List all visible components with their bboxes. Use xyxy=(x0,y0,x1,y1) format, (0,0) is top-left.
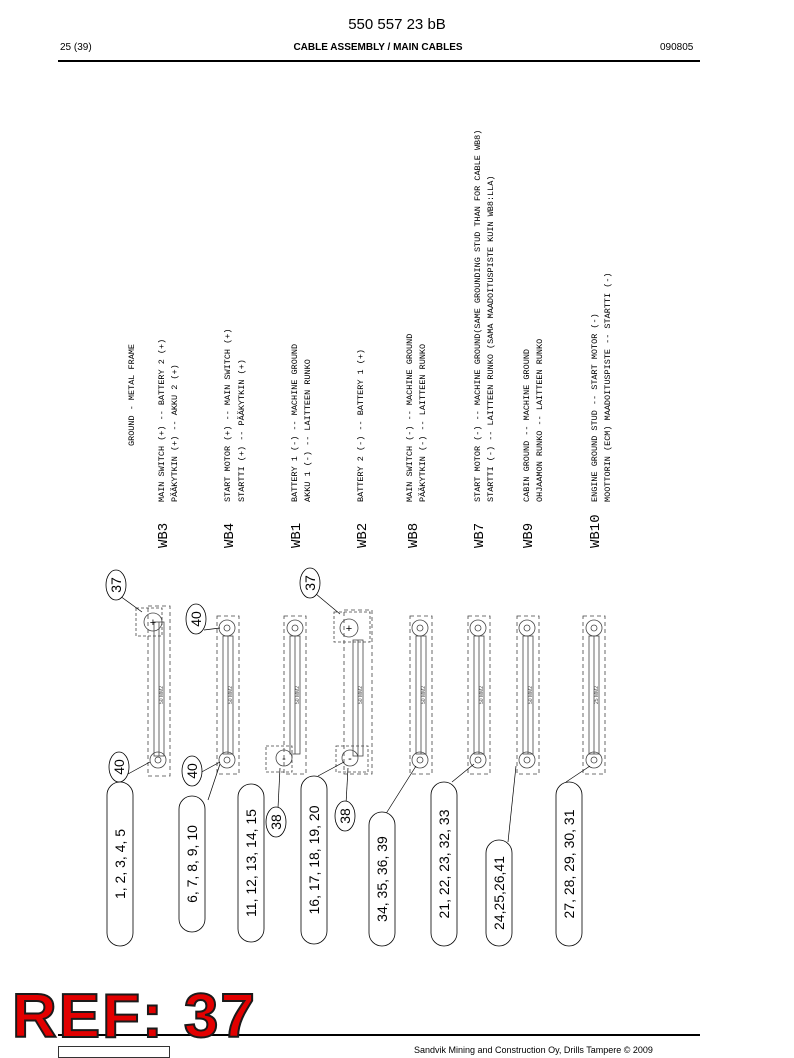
document-date: 090805 xyxy=(660,42,694,53)
callout-37-b: 37 xyxy=(302,575,318,591)
cable-desc-wb10-fi: MOOTTORIN (ECM) MAADOITUSPISTE -- STARTTI (-) xyxy=(603,272,613,502)
ref-stamp: REF: 37 xyxy=(12,982,257,1051)
cable-desc-wb4-en: START MOTOR (+) -- MAIN SWITCH (+) xyxy=(223,328,233,502)
cable-desc-wb8-fi: PÄÄKYTKIN (-) -- LAITTEEN RUNKO xyxy=(418,343,428,502)
terminal-minus-wb1: - xyxy=(282,753,286,765)
cable-desc-wb8-en: MAIN SWITCH (-) -- MACHINE GROUND xyxy=(405,333,415,502)
cable-desc-wb1-fi: AKKU 1 (-) -- LAITTEEN RUNKO xyxy=(303,359,313,502)
page-number: 25 (39) xyxy=(60,42,92,53)
footer-copyright: Sandvik Mining and Construction Oy, Drills Tampere © 2009 xyxy=(414,1045,653,1055)
cable-size-wb3: 50 MM2 xyxy=(159,685,165,704)
cable-desc-wb9-fi: OHJAAMON RUNKO -- LAITTEEN RUNKO xyxy=(535,338,545,502)
cable-code-wb8: WB8 xyxy=(406,522,422,548)
terminal-plus-wb3: + xyxy=(149,617,157,629)
cable-code-wb9: WB9 xyxy=(521,522,537,548)
cable-desc-wb2-en: BATTERY 2 (-) -- BATTERY 1 (+) xyxy=(356,348,366,502)
callout-40-b: 40 xyxy=(188,611,204,627)
cable-code-wb1: WB1 xyxy=(289,522,305,548)
terminal-minus-wb2: - xyxy=(348,753,352,765)
cable-code-wb4: WB4 xyxy=(222,522,238,548)
callout-40-c: 40 xyxy=(184,763,200,779)
cable-size-wb9: 50 MM2 xyxy=(528,685,534,704)
cable-code-wb10: WB10 xyxy=(588,514,604,548)
cable-desc-wb10-en: ENGINE GROUND STUD -- START MOTOR (-) xyxy=(590,313,600,502)
item-pill-wb2: 16, 17, 18, 19, 20 xyxy=(306,805,322,915)
cable-desc-wb3-en: MAIN SWITCH (+) -- BATTERY 2 (+) xyxy=(157,338,167,502)
ground-note: GROUND - METAL FRAME xyxy=(127,343,137,446)
callout-37-a: 37 xyxy=(108,577,124,593)
item-pill-wb8: 34, 35, 36, 39 xyxy=(374,836,390,922)
terminal-plus-wb2: + xyxy=(345,623,353,635)
cable-wb2-drawing xyxy=(334,610,372,774)
item-pill-wb7: 21, 22, 23, 32, 33 xyxy=(436,809,452,919)
cable-size-wb7: 50 MM2 xyxy=(479,685,485,704)
cable-size-wb4: 50 MM2 xyxy=(228,685,234,704)
item-pill-wb10: 27, 28, 29, 30, 31 xyxy=(561,809,577,919)
cable-size-wb8: 50 MM2 xyxy=(421,685,427,704)
item-pill-wb4: 6, 7, 8, 9, 10 xyxy=(184,825,200,903)
cable-desc-wb7-en: START MOTOR (-) -- MACHINE GROUND(SAME GROUNDING STUD THAN FOR CABLE WB8) xyxy=(473,129,483,502)
cable-size-wb2: 50 MM2 xyxy=(358,685,364,704)
callout-38-a: 38 xyxy=(268,814,284,830)
item-pill-wb1: 11, 12, 13, 14, 15 xyxy=(243,809,259,917)
cable-size-wb10: 25 MM2 xyxy=(594,685,600,704)
callout-40-a: 40 xyxy=(111,759,127,775)
section-title: CABLE ASSEMBLY / MAIN CABLES xyxy=(293,42,463,53)
cable-code-wb2: WB2 xyxy=(355,522,371,548)
cable-code-wb3: WB3 xyxy=(156,522,172,548)
document-number: 550 557 23 bB xyxy=(348,16,446,33)
cable-desc-wb3-fi: PÄÄKYTKIN (+) -- AKKU 2 (+) xyxy=(170,364,180,502)
callout-38-b: 38 xyxy=(337,808,353,824)
cable-desc-wb7-fi: STARTTI (-) -- LAITTEEN RUNKO (SAMA MAADOITUSPISTE KUIN WB8:LLA) xyxy=(486,175,496,502)
cable-desc-wb1-en: BATTERY 1 (-) -- MACHINE GROUND xyxy=(290,343,300,502)
cable-code-wb7: WB7 xyxy=(472,522,488,548)
cable-desc-wb4-fi: STARTTI (+) -- PÄÄKYTKIN (+) xyxy=(237,359,247,502)
item-pill-wb9: 24,25,26,41 xyxy=(491,856,507,930)
cable-desc-wb9-en: CABIN GROUND -- MACHINE GROUND xyxy=(522,348,532,502)
item-pill-wb3: 1, 2, 3, 4, 5 xyxy=(112,828,128,900)
cable-size-wb1: 50 MM2 xyxy=(295,685,301,704)
